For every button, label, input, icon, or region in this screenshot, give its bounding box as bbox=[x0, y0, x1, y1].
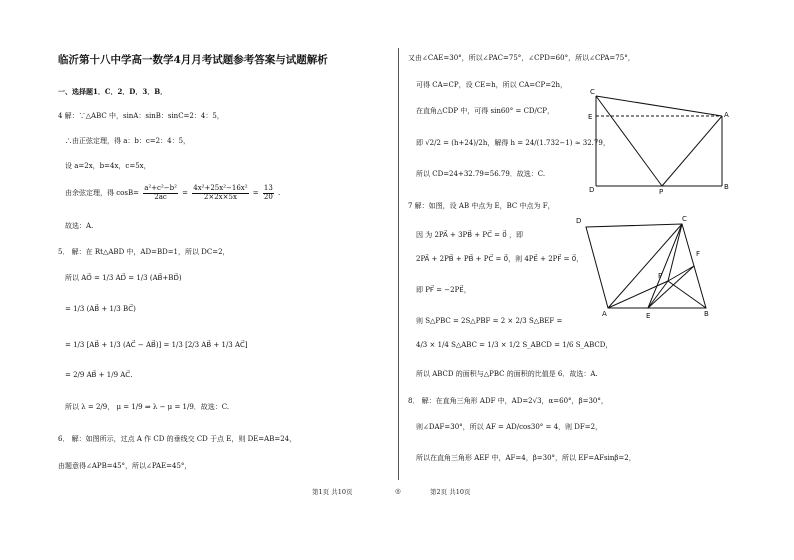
q7-line-4: 即 PF⃗ = −2PE⃗， bbox=[416, 286, 471, 294]
fig1-label-b: B bbox=[724, 183, 729, 191]
choice-answers: 一、选择题1．C．2．D．3．B． bbox=[58, 87, 168, 96]
fig2-label-p: P bbox=[658, 272, 663, 280]
fig2-label-d: D bbox=[576, 217, 582, 225]
q7-line-7: 所以 ABCD 的面积与△PBC 的面积的比值是 6．故选：A. bbox=[416, 370, 598, 378]
q5-line-6: 所以 λ = 2/9， μ = 1/9 ⇒ λ − μ = 1/9．故选：C. bbox=[65, 403, 230, 411]
footer-left-page-number: 第1页 共10页 bbox=[312, 488, 353, 496]
q8-line-2: 则∠DAF=30°，所以 AF = AD/cos30° = 4，则 DF=2， bbox=[416, 423, 603, 431]
q6-line-4: 可得 CA=CP，设 CE=h，所以 CA=CP=2h， bbox=[416, 81, 568, 89]
figure-q6 bbox=[586, 84, 736, 194]
q4-line-3: 设 a=2x，b=4x，c=5x， bbox=[65, 162, 151, 170]
q7-line-1: 7 解：如图，设 AB 中点为 E，BC 中点为 F， bbox=[408, 202, 555, 210]
fig1-label-d: D bbox=[589, 186, 595, 194]
fig1-label-a: A bbox=[724, 111, 729, 119]
q4-cos-prefix: 由余弦定理，得 cosB= bbox=[65, 189, 139, 198]
q6-line-1: 6． 解：如图所示，过点 A 作 CD 的垂线交 CD 于点 E，则 DE=AB=24， bbox=[58, 435, 297, 443]
fig1-label-c: C bbox=[590, 88, 595, 96]
q6-line-6: 即 √2/2 = (h+24)/2h，解得 h = 24/(1.732−1) ≈ 32.79， bbox=[416, 139, 610, 147]
q4-frac-1: $\frac{\text{a²+c²−b²}}{2ac}$ bbox=[144, 184, 177, 201]
footer-right-page-number: 第2页 共10页 bbox=[430, 488, 471, 496]
q7-line-3: 2PA⃗ + 2PB⃗ + PB⃗ + PC⃗ = 0⃗，则 4PE⃗ + 2PF⃗ = 0⃗， bbox=[416, 255, 584, 263]
fig1-label-p: P bbox=[659, 188, 664, 194]
fig1-label-e: E bbox=[588, 113, 593, 121]
q5-line-2: 所以 AO⃗ = 1/3 AD⃗ = 1/3 (AB⃗+BD⃗) bbox=[65, 274, 182, 282]
page-title: 临沂第十八中学高一数学4月月考试题参考答案与试题解析 bbox=[58, 54, 328, 66]
q5-line-5: = 2/9 AB⃗ + 1/9 AC⃗. bbox=[65, 371, 133, 379]
q7-line-6: 4/3 × 1/4 S△ABC = 1/3 × 1/2 S_ABCD = 1/6 S_ABCD， bbox=[416, 341, 613, 349]
q5-line-3: = 1/3 (AB⃗ + 1/3 BC⃗) bbox=[65, 305, 136, 313]
q7-line-2: 因 为 2PA⃗ + 3PB⃗ + PC⃗ = 0⃗ ，即 bbox=[416, 231, 523, 239]
fig2-label-a: A bbox=[602, 310, 607, 318]
q6-line-2: 由题意得∠APB=45°，所以∠PAE=45°， bbox=[58, 462, 192, 470]
fig2-label-b: B bbox=[704, 310, 709, 318]
q4-line-5: 故选：A. bbox=[65, 222, 94, 230]
q8-line-3: 所以在直角三角形 AEF 中，AF=4，β=30°，所以 EF=AFsinβ=2， bbox=[416, 454, 636, 462]
q4-frac-3: $\frac{13}{20}$ bbox=[263, 184, 273, 201]
fig2-label-e: E bbox=[646, 312, 651, 320]
footer-center-mark: ◎ bbox=[395, 487, 401, 495]
figure-q7 bbox=[572, 212, 722, 322]
q4-line-1: 4 解：∵△ABC 中，sinA：sinB：sinC=2：4：5， bbox=[58, 112, 224, 120]
q4-line-2: ∴由正弦定理，得 a：b：c=2：4：5， bbox=[65, 137, 191, 145]
fig2-label-c: C bbox=[682, 215, 687, 223]
q6-line-7: 所以 CD=24+32.79=56.79．故选：C. bbox=[416, 170, 546, 178]
q6-line-5: 在直角△CDP 中，可得 sin60° = CD/CP， bbox=[416, 107, 554, 115]
q4-frac-2: $\frac{\text{4x²+25x²−16x²}}{2\times 2x\times 5x}$ bbox=[193, 184, 248, 201]
column-divider bbox=[398, 48, 399, 480]
q5-line-1: 5． 解：在 Rt△ABD 中，AD=BD=1，所以 DC=2， bbox=[58, 248, 230, 256]
q8-line-1: 8． 解：在直角三角形 ADF 中，AD=2√3，α=60°，β=30°， bbox=[408, 397, 608, 405]
q7-line-5: 则 S△PBC = 2S△PBF = 2 × 2/3 S△BEF = bbox=[416, 317, 563, 325]
q5-line-4: = 1/3 [AB⃗ + 1/3 (AC⃗ − AB⃗)] = 1/3 [2/3 AB⃗ + 1/3 AC⃗] bbox=[65, 341, 248, 349]
q4-line-4: 由余弦定理，得 cosB= $\frac{\text{a²+c²−b²}}{2ac}$ = $\frac{\text{4x²+25x²−16x²}}{2\times 2x\times 5x}$ = $\frac{13}{20}$ . bbox=[65, 184, 281, 201]
fig2-label-f: F bbox=[696, 250, 701, 258]
q6-line-3: 又由∠CAE=30°，所以∠PAC=75°，∠CPD=60°，所以∠CPA=75°， bbox=[408, 54, 635, 62]
